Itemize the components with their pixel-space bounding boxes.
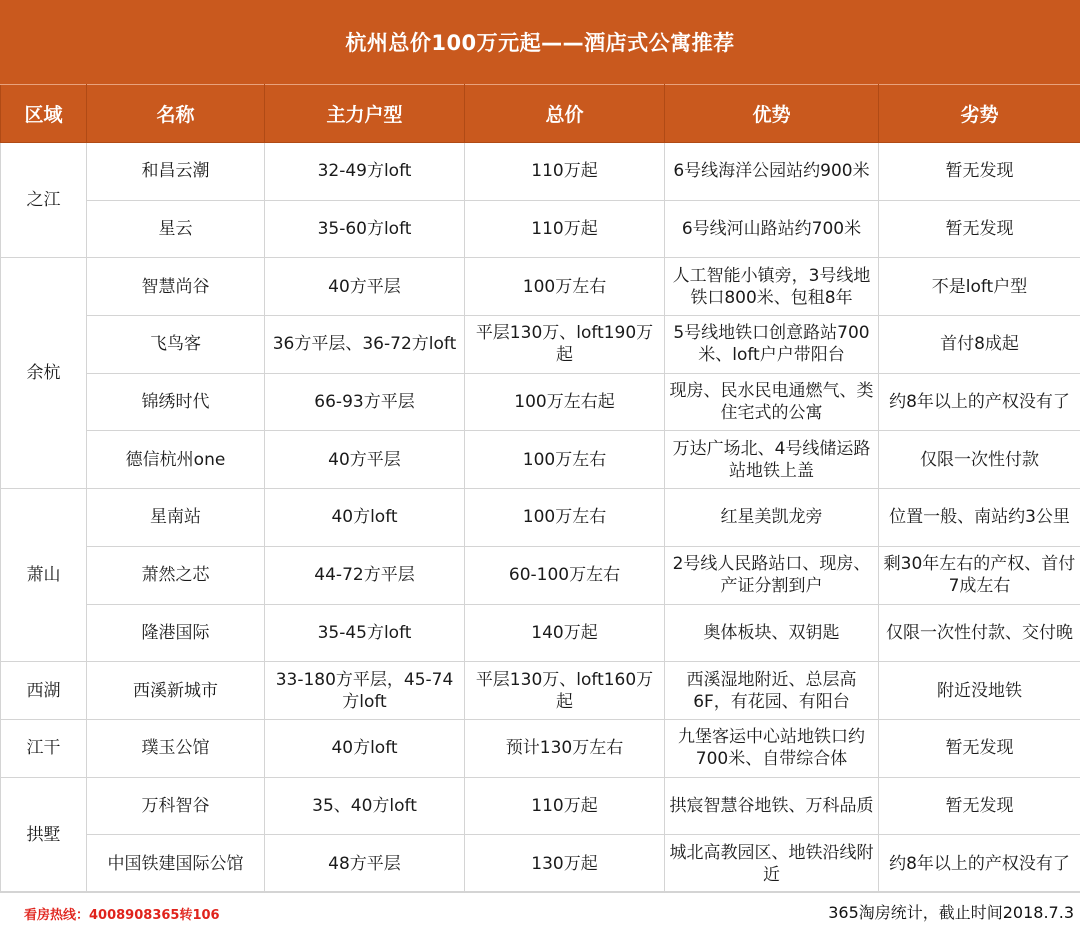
cons-cell: 暂无发现 (879, 777, 1080, 835)
price-cell: 100万左右 (465, 489, 665, 547)
layout-cell: 36方平层、36-72方loft (265, 316, 465, 374)
layout-cell: 40方平层 (265, 431, 465, 489)
name-cell: 锦绣时代 (87, 373, 265, 431)
name-cell: 和昌云潮 (87, 143, 265, 201)
name-cell: 德信杭州one (87, 431, 265, 489)
cons-cell: 暂无发现 (879, 200, 1080, 258)
region-cell: 之江 (1, 143, 87, 258)
table-row (1, 200, 1080, 258)
column-header-pros: 优势 (665, 85, 879, 143)
price-cell: 110万起 (465, 200, 665, 258)
column-header-region: 区域 (1, 85, 87, 143)
price-cell: 110万起 (465, 143, 665, 201)
cons-cell: 暂无发现 (879, 719, 1080, 777)
table-row (1, 546, 1080, 604)
pros-cell: 西溪湿地附近、总层高6F，有花园、有阳台 (665, 662, 879, 720)
layout-cell: 35、40方loft (265, 777, 465, 835)
name-cell: 中国铁建国际公馆 (87, 835, 265, 893)
table-row (1, 835, 1080, 893)
cons-cell: 仅限一次性付款、交付晚 (879, 604, 1080, 662)
cons-cell: 剩30年左右的产权、首付7成左右 (879, 546, 1080, 604)
pros-cell: 城北高教园区、地铁沿线附近 (665, 835, 879, 893)
pros-cell: 6号线海洋公园站约900米 (665, 143, 879, 201)
pros-cell: 拱宸智慧谷地铁、万科品质 (665, 777, 879, 835)
cons-cell: 不是loft户型 (879, 258, 1080, 316)
pros-cell: 红星美凯龙旁 (665, 489, 879, 547)
cons-cell: 暂无发现 (879, 143, 1080, 201)
name-cell: 万科智谷 (87, 777, 265, 835)
price-cell: 100万左右 (465, 431, 665, 489)
pros-cell: 万达广场北、4号线储运路站地铁上盖 (665, 431, 879, 489)
price-cell: 平层130万、loft160万起 (465, 662, 665, 720)
name-cell: 隆港国际 (87, 604, 265, 662)
region-cell: 江干 (1, 719, 87, 777)
pros-cell: 九堡客运中心站地铁口约700米、自带综合体 (665, 719, 879, 777)
apartment-table (0, 84, 1080, 893)
layout-cell: 40方loft (265, 489, 465, 547)
region-cell: 拱墅 (1, 777, 87, 892)
table-title: 杭州总价100万元起——酒店式公寓推荐 (0, 0, 1080, 84)
name-cell: 星南站 (87, 489, 265, 547)
column-header-price: 总价 (465, 85, 665, 143)
name-cell: 星云 (87, 200, 265, 258)
table-row (1, 431, 1080, 489)
header-row (1, 85, 1080, 143)
pros-cell: 5号线地铁口创意路站700米、loft户户带阳台 (665, 316, 879, 374)
layout-cell: 35-45方loft (265, 604, 465, 662)
table-row (1, 719, 1080, 777)
cons-cell: 附近没地铁 (879, 662, 1080, 720)
layout-cell: 48方平层 (265, 835, 465, 893)
pros-cell: 2号线人民路站口、现房、产证分割到户 (665, 546, 879, 604)
pros-cell: 人工智能小镇旁，3号线地铁口800米、包租8年 (665, 258, 879, 316)
layout-cell: 44-72方平层 (265, 546, 465, 604)
pros-cell: 6号线河山路站约700米 (665, 200, 879, 258)
cons-cell: 首付8成起 (879, 316, 1080, 374)
cons-cell: 仅限一次性付款 (879, 431, 1080, 489)
table-row (1, 777, 1080, 835)
layout-cell: 40方loft (265, 719, 465, 777)
region-cell: 余杭 (1, 258, 87, 489)
layout-cell: 32-49方loft (265, 143, 465, 201)
layout-cell: 66-93方平层 (265, 373, 465, 431)
price-cell: 60-100万左右 (465, 546, 665, 604)
pros-cell: 奥体板块、双钥匙 (665, 604, 879, 662)
column-header-layout: 主力户型 (265, 85, 465, 143)
cons-cell: 位置一般、南站约3公里 (879, 489, 1080, 547)
table-row (1, 143, 1080, 201)
column-header-cons: 劣势 (879, 85, 1080, 143)
region-cell: 萧山 (1, 489, 87, 662)
table-row (1, 489, 1080, 547)
price-cell: 130万起 (465, 835, 665, 893)
price-cell: 平层130万、loft190万起 (465, 316, 665, 374)
table-row (1, 373, 1080, 431)
hotline-text: 看房热线：4008908365转106 (24, 908, 220, 923)
cons-cell: 约8年以上的产权没有了 (879, 373, 1080, 431)
pros-cell: 现房、民水民电通燃气、类住宅式的公寓 (665, 373, 879, 431)
price-cell: 110万起 (465, 777, 665, 835)
name-cell: 飞鸟客 (87, 316, 265, 374)
price-cell: 100万左右 (465, 258, 665, 316)
price-cell: 预计130万左右 (465, 719, 665, 777)
source-note: 365淘房统计，截止时间2018.7.3 (828, 903, 1074, 922)
footer (0, 891, 1080, 931)
table-row (1, 662, 1080, 720)
cons-cell: 约8年以上的产权没有了 (879, 835, 1080, 893)
layout-cell: 35-60方loft (265, 200, 465, 258)
region-cell: 西湖 (1, 662, 87, 720)
layout-cell: 33-180方平层，45-74方loft (265, 662, 465, 720)
name-cell: 西溪新城市 (87, 662, 265, 720)
name-cell: 智慧尚谷 (87, 258, 265, 316)
table-row (1, 258, 1080, 316)
price-cell: 100万左右起 (465, 373, 665, 431)
name-cell: 萧然之芯 (87, 546, 265, 604)
table-row (1, 316, 1080, 374)
column-header-name: 名称 (87, 85, 265, 143)
layout-cell: 40方平层 (265, 258, 465, 316)
price-cell: 140万起 (465, 604, 665, 662)
table-row (1, 604, 1080, 662)
name-cell: 璞玉公馆 (87, 719, 265, 777)
